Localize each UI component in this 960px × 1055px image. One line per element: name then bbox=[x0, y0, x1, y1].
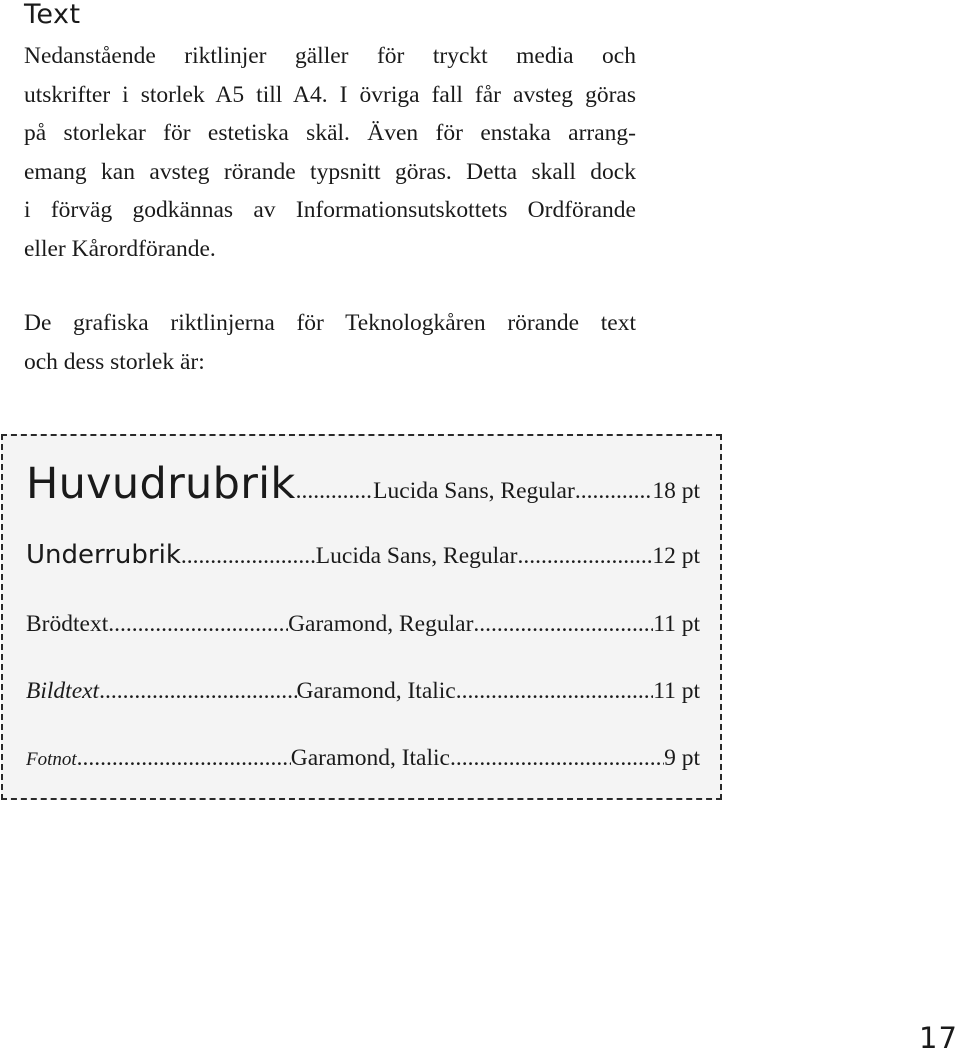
spec-row-brodtext bbox=[26, 611, 700, 638]
spec-size: 18 pt bbox=[652, 478, 700, 504]
leader-dots bbox=[99, 678, 296, 705]
leader-dots bbox=[296, 478, 374, 505]
page-number: 17 bbox=[919, 1021, 958, 1055]
spec-row-underrubrik bbox=[26, 540, 700, 570]
spec-row-fotnot bbox=[26, 745, 700, 772]
paragraph-line: på storlekar för estetiska skäl. Även för enstaka arrang- bbox=[24, 120, 636, 146]
spec-style-name: Brödtext bbox=[26, 611, 109, 637]
leader-dots bbox=[450, 745, 664, 772]
intro-paragraph bbox=[24, 37, 636, 268]
spec-font: Lucida Sans, Regular bbox=[315, 543, 518, 569]
spec-font: Garamond, Italic bbox=[290, 745, 450, 771]
leader-dots bbox=[77, 745, 291, 772]
paragraph-line: eller Kårordförande. bbox=[24, 235, 216, 262]
spec-style-name: Underrubrik bbox=[26, 540, 181, 570]
spec-style-name: Bildtext bbox=[26, 678, 100, 704]
spec-style-name: Huvudrubrik bbox=[26, 459, 296, 509]
spec-font: Garamond, Italic bbox=[296, 678, 456, 704]
spec-font: Garamond, Regular bbox=[288, 611, 474, 637]
spec-size: 11 pt bbox=[653, 678, 700, 704]
spec-size: 9 pt bbox=[664, 745, 700, 771]
leader-dots bbox=[108, 611, 288, 638]
spec-font: Lucida Sans, Regular bbox=[373, 478, 575, 504]
paragraph-line: i förväg godkännas av Informationsutskottets Ordförande bbox=[24, 197, 636, 223]
leader-dots bbox=[517, 543, 652, 570]
paragraph-line: Nedanstående riktlinjer gäller för tryckt media och bbox=[24, 43, 636, 69]
paragraph-line: och dess storlek är: bbox=[24, 348, 205, 375]
spec-row-huvudrubrik bbox=[26, 459, 700, 509]
paragraph-line: utskrifter i storlek A5 till A4. I övriga fall får avsteg göras bbox=[24, 81, 636, 108]
leader-dots bbox=[181, 543, 316, 570]
leader-dots bbox=[473, 611, 653, 638]
spec-size: 11 pt bbox=[653, 611, 700, 637]
paragraph-line: De grafiska riktlinjerna för Teknologkåren rörande text bbox=[24, 310, 636, 336]
guidelines-paragraph bbox=[24, 304, 636, 381]
spec-style-name: Fotnot bbox=[26, 749, 77, 770]
leader-dots bbox=[575, 478, 653, 505]
paragraph-line: emang kan avsteg rörande typsnitt göras. Detta skall dock bbox=[24, 158, 636, 185]
spec-size: 12 pt bbox=[652, 543, 700, 569]
section-heading: Text bbox=[24, 0, 81, 30]
spec-row-bildtext bbox=[26, 678, 700, 705]
leader-dots bbox=[456, 678, 653, 705]
